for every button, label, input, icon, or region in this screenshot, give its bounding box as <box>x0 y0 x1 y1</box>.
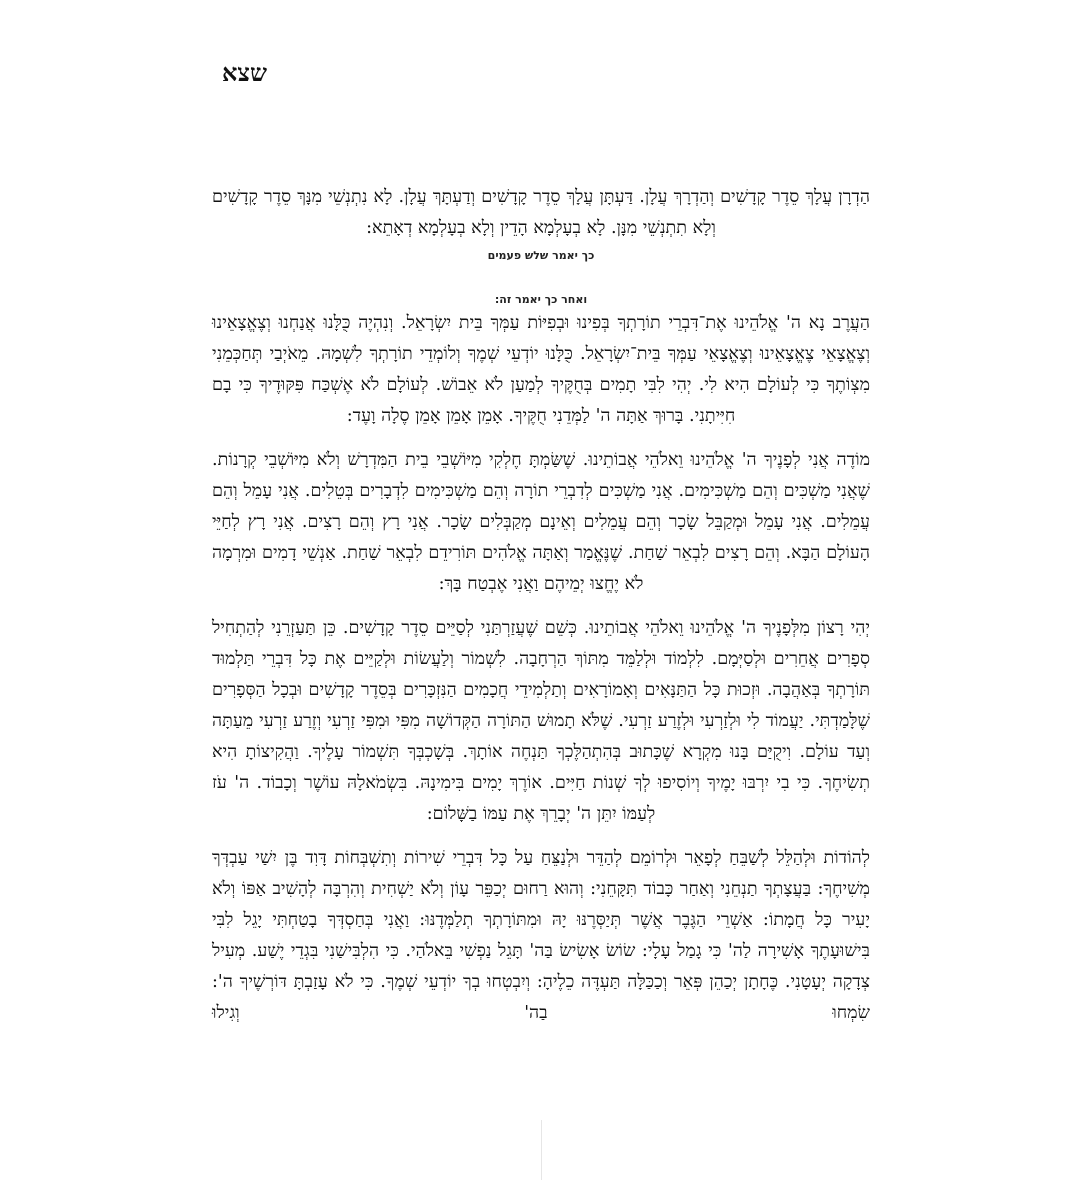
prayer-text-column <box>212 308 870 1042</box>
paragraph-haarev-na: הַעֲרֶב נָא ה' אֱלֹהֵינוּ אֶת־דִּבְרֵי תוֹרָתְךָ בְּפִינוּ וּבְפִיּוֹת עַמְּךָ בֵּית יִשְׂרָאֵל. וְנִהְיֶה כֻּלָּנוּ אֲנַחְנוּ וְצֶאֱצָאֵינוּ וְצֶאֱצָאֵי צֶאֱצָאֵינוּ וְצֶאֱצָאֵי עַמְּךָ בֵּית־יִשְׂרָאֵל. כֻּלָּנוּ יוֹדְעֵי שְׁמֶךָ וְלוֹמְדֵי תוֹרָתְךָ לִשְׁמָהּ. מֵאֹיְבַי תְּחַכְּמֵנִי מִצְוֹתֶךָ כִּי לְעוֹלָם הִיא לִי. יְהִי לִבִּי תָמִים בְּחֻקֶּיךָ לְמַעַן לֹא אֵבוֹשׁ. לְעוֹלָם לֹא אֶשְׁכַּח פִּקּוּדֶיךָ כִּי בָם חִיִּיתָנִי. בָּרוּךְ אַתָּה ה' לַמְּדֵנִי חֻקֶּיךָ. אָמֵן אָמֵן אָמֵן סֶלָה וָעֶד: <box>212 313 870 426</box>
hadran-block <box>212 182 870 244</box>
paragraph-yehi-ratzon: יְהִי רָצוֹן מִלְּפָנֶיךָ ה' אֱלֹהֵינוּ וֵאלֹהֵי אֲבוֹתֵינוּ. כְּשֵׁם שֶׁעֲזַרְתַּנִי לְסַיֵּים סֵדֶר קָדָשִׁים. כֵּן תַּעַזְרֵנִי לְהַתְחִיל סְפָרִים אֲחֵרִים וּלְסַיְּמָם. לִלְמוֹד וּלְלַמֵּד מִתּוֹךְ הַרְחָבָה. לִשְׁמוֹר וְלַעֲשׂוֹת וּלְקַיֵּים אֶת כָּל דִּבְרֵי תַּלְמוּד תּוֹרָתְךָ בְּאַהֲבָה. וּזְכוּת כָּל הַתַּנָּאִים וְאָמוֹרָאִים וְתַלְמִידֵי חֲכָמִים הַנִּזְכָּרִים בְּסֵדֶר קָדָשִׁים וּבְכָל הַסְּפָרִים שֶׁלָּמַדְתִּי. יַעֲמוֹד לִי וּלְזַרְעִי וּלְזֶרַע זַרְעִי. שֶׁלֹּא תָמוּשׁ הַתּוֹרָה הַקְּדוֹשָׁה מִפִּי וּמִפִּי זַרְעִי וְזֶרַע זַרְעִי מֵעַתָּה וְעַד עוֹלָם. וִיקֻיַּם בָּנוּ מִקְרָא שֶׁכָּתוּב בְּהִתְהַלֶּכְךָ תַּנְחֶה אוֹתָךְ. בְּשָׁכְבְּךָ תִּשְׁמוֹר עָלֶיךָ. וַהֲקִיצוֹתָ הִיא תְשִׂיחֶךָ. כִּי בִי יִרְבּוּ יָמֶיךָ וְיוֹסִיפוּ לְךָ שְׁנוֹת חַיִּים. אוֹרֶךְ יָמִים בִּימִינָהּ. בִּשְׂמֹאלָהּ עוֹשֶׁר וְכָבוֹד. ה' עֹז לְעַמּוֹ יִתֵּן ה' יְבָרֵךְ אֶת עַמּוֹ בַשָּׁלוֹם: <box>212 618 870 824</box>
paragraph-modeh-ani: מוֹדֶה אֲנִי לְפָנֶיךָ ה' אֱלֹהֵינוּ וֵאלֹהֵי אֲבוֹתֵינוּ. שֶׁשַּׂמְתָּ חֶלְקִי מִיּוֹשְׁבֵי בֵית הַמִּדְרָשׁ וְלֹא מִיּוֹשְׁבֵי קְרָנוֹת. שֶׁאֲנִי מַשְׁכִּים וְהֵם מַשְׁכִּימִים. אֲנִי מַשְׁכִּים לְדִבְרֵי תוֹרָה וְהֵם מַשְׁכִּימִים לִדְבָרִים בְּטֵלִים. אֲנִי עָמֵל וְהֵם עֲמֵלִים. אֲנִי עָמֵל וּמְקַבֵּל שָׂכָר וְהֵם עֲמֵלִים וְאֵינָם מְקַבְּלִים שָׂכָר. אֲנִי רָץ וְהֵם רָצִים. אֲנִי רָץ לְחַיֵּי הָעוֹלָם הַבָּא. וְהֵם רָצִים לִבְאֵר שַׁחַת. שֶׁנֶּאֱמַר וְאַתָּה אֱלֹהִים תּוֹרִידֵם לִבְאֵר שַׁחַת. אַנְשֵׁי דָמִים וּמִרְמָה לֹא יֶחֱצוּ יְמֵיהֶם וַאֲנִי אֶבְטַח בָּךְ: <box>212 450 870 594</box>
hadran-text: הַדְרָן עֲלָךְ סֵדֶר קָדָשִׁים וְהַדְרָךְ עֲלָן. דַּעְתָּן עֲלָךְ סֵדֶר קָדָשִׁים וְדַעְתָּךְ עֲלָן. לָא נִתְנְשֵׁי מִנָּךְ סֵדֶר קָדָשִׁים וְלָא תִתְנְשֵׁי מִנָּן. לָא בְעָלְמָא הָדֵין וְלָא בְעָלְמָא דְאָתֵא: <box>212 187 870 238</box>
after-instruction: ואחר כך יאמר זה: <box>494 293 588 306</box>
gutter-line <box>541 1120 542 1180</box>
page-number: שצא <box>222 58 267 87</box>
repeat-instruction: כך יאמר שלש פעמים <box>487 249 595 262</box>
paragraph-lehodot: לְהוֹדוֹת וּלְהַלֵּל לְשַׁבֵּחַ לְפָאֵר וּלְרוֹמֵם לְהַדֵּר וּלְנַצֵּחַ עַל כָּל דִּבְרֵי שִׁירוֹת וְתִשְׁבְּחוֹת דָּוִד בֶּן יִשַׁי עַבְדְּךָ מְשִׁיחֶךָ: בַּעֲצָתְךָ תַנְחֵנִי וְאַחַר כָּבוֹד תִּקָּחֵנִי: וְהוּא רַחוּם יְכַפֵּר עָוֹן וְלֹא יַשְׁחִית וְהִרְבָּה לְהָשִׁיב אַפּוֹ וְלֹא יָעִיר כָּל חֲמָתוֹ: אַשְׁרֵי הַגֶּבֶר אֲשֶׁר תְּיַסְּרֶנּוּ יָהּ וּמִתּוֹרָתְךָ תְלַמְּדֶנּוּ: וַאֲנִי בְּחַסְדְּךָ בָטַחְתִּי יָגֵל לִבִּי בִּישׁוּעָתֶךָ אָשִׁירָה לַה' כִּי גָמַל עָלָי: שׂוֹשׂ אָשִׂישׂ בַּה' תָּגֵל נַפְשִׁי בֵּאלֹהַי. כִּי הִלְבִּישַׁנִי בִּגְדֵי יֶשַׁע. מְעִיל צְדָקָה יְעָטָנִי. כֶּחָתָן יְכַהֵן פְּאֵר וְכַכַּלָּה תַּעְדֶּה כֵלֶיהָ: וְיִבְטְחוּ בְךָ יוֹדְעֵי שְׁמֶךָ. כִּי לֹא עָזַבְתָּ דּוֹרְשֶׁיךָ ה': שִׂמְחוּ בַה' וְגִילוּ <box>212 848 870 1023</box>
